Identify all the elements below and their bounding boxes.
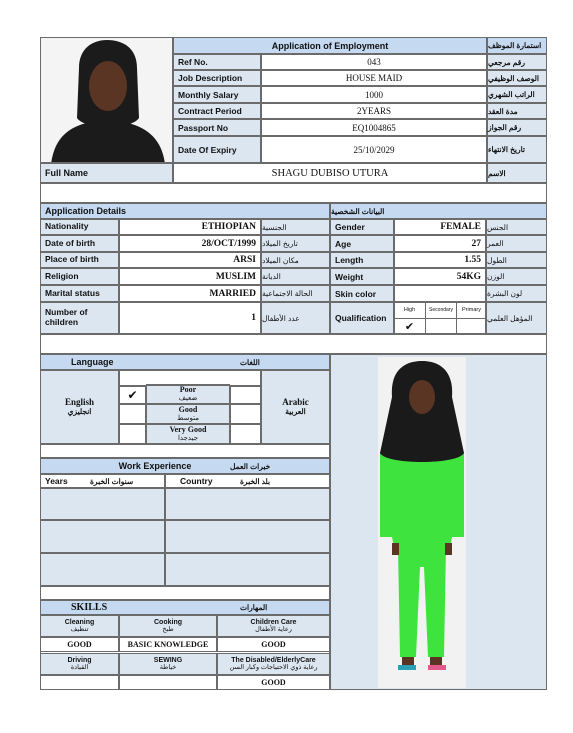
skills-title: SKILLS xyxy=(40,600,330,615)
detail-label: Date of birth xyxy=(40,235,119,252)
detail-label: Age xyxy=(330,235,394,252)
arabic-label xyxy=(261,370,330,444)
application-title-arabic: استمارة الموظف xyxy=(487,37,547,54)
skill-name: The Disabled/ElderlyCare xyxy=(231,656,316,664)
job-label: Passport No xyxy=(173,119,261,136)
skill-level: GOOD xyxy=(217,675,330,690)
work-spacer xyxy=(40,586,330,600)
detail-label: Religion xyxy=(40,268,119,285)
arabic-level-good xyxy=(230,404,261,424)
english-text: English xyxy=(64,396,95,407)
application-title: Application of Employment xyxy=(173,37,487,54)
skill-name-cell xyxy=(217,653,330,675)
detail-value: ARSI xyxy=(119,252,261,268)
skill-name-cell xyxy=(40,615,119,637)
skill-name-arabic: تنظيف xyxy=(70,626,89,634)
qualification-divider-v1 xyxy=(425,318,426,334)
detail-label-arabic: الطول xyxy=(486,252,547,268)
skills-title-arabic: المهارات xyxy=(240,603,268,612)
work-row-3-years xyxy=(40,553,165,586)
language-level-label: Good xyxy=(178,404,198,414)
work-title: Work Experience xyxy=(40,458,330,474)
language-title-arabic: اللغات xyxy=(240,357,260,367)
detail-label-arabic: مكان الميلاد xyxy=(261,252,330,268)
work-country-header-arabic: بلد الخبرة xyxy=(240,476,271,486)
detail-label: Marital status xyxy=(40,285,119,302)
detail-label: Nationality xyxy=(40,219,119,235)
detail-label-arabic: الوزن xyxy=(486,268,547,285)
detail-label: Skin color xyxy=(330,285,394,302)
english-label xyxy=(40,370,119,444)
work-row-2-years xyxy=(40,520,165,553)
job-label-arabic: تاريخ الانتهاء xyxy=(487,136,547,163)
detail-value: 54KG xyxy=(394,268,486,285)
detail-label: Length xyxy=(330,252,394,268)
detail-label-arabic: عدد الأطفال xyxy=(261,302,330,334)
qualification-label: Qualification xyxy=(330,302,394,334)
detail-value: FEMALE xyxy=(394,219,486,235)
arabic-level-verygood xyxy=(230,424,261,444)
detail-label-arabic: لون البشرة xyxy=(486,285,547,302)
spacer-row xyxy=(40,183,547,203)
language-level-cell xyxy=(146,424,230,444)
detail-value: 1 xyxy=(119,302,261,334)
detail-value: MUSLIM xyxy=(119,268,261,285)
arabic-text-arabic: العربية xyxy=(285,406,306,416)
work-years-header: Years xyxy=(40,474,165,488)
language-level-label-arabic: جيدجدا xyxy=(177,433,199,442)
skill-name-cell xyxy=(119,615,217,637)
full-name-label-arabic: الاسم xyxy=(487,163,547,183)
skill-name-cell xyxy=(119,653,217,675)
english-level-good xyxy=(119,404,146,424)
language-level-label: Poor xyxy=(179,384,197,394)
language-level-cell xyxy=(146,384,230,404)
work-row-1-years xyxy=(40,488,165,520)
skill-name-arabic: خياطة xyxy=(159,664,177,672)
language-level-label-arabic: ضعيف xyxy=(178,393,198,402)
job-label-arabic: رقم الجواز xyxy=(487,119,547,136)
details-title: Application Details xyxy=(40,203,330,219)
job-value: HOUSE MAID xyxy=(261,70,487,86)
skill-name: Cooking xyxy=(154,618,182,626)
arabic-text: Arabic xyxy=(282,396,309,407)
skill-name: Children Care xyxy=(250,618,297,626)
job-value: 25/10/2029 xyxy=(261,136,487,163)
detail-label-arabic: الديانة xyxy=(261,268,330,285)
detail-label-arabic: الحالة الاجتماعية xyxy=(261,285,330,302)
job-label: Job Description xyxy=(173,70,261,86)
job-label-arabic: رقم مرجعي xyxy=(487,54,547,70)
detail-label-arabic: الجنسية xyxy=(261,219,330,235)
skill-level xyxy=(119,675,217,690)
skill-level: GOOD xyxy=(40,637,119,652)
spacer-row-2 xyxy=(40,334,547,354)
skill-name-arabic: القيادة xyxy=(70,664,89,672)
work-row-1-country xyxy=(165,488,330,520)
detail-label: Gender xyxy=(330,219,394,235)
work-years-header-arabic: سنوات الخبرة xyxy=(90,476,134,486)
detail-value: MARRIED xyxy=(119,285,261,302)
job-label-arabic: مدة العقد xyxy=(487,103,547,119)
qualification-secondary: Secondary xyxy=(425,302,456,318)
qualification-high: High xyxy=(403,307,416,313)
qualification-primary: Primary xyxy=(456,302,486,318)
detail-value: ETHIOPIAN xyxy=(119,219,261,235)
job-value: EQ1004865 xyxy=(261,119,487,136)
language-spacer xyxy=(40,444,330,458)
arabic-level-poor xyxy=(230,386,261,404)
skill-level xyxy=(40,675,119,690)
language-level-header xyxy=(119,370,261,386)
work-row-3-country xyxy=(165,553,330,586)
full-body-photo xyxy=(378,357,466,688)
skill-name: SEWING xyxy=(153,656,183,664)
detail-value: 28/OCT/1999 xyxy=(119,235,261,252)
full-name-value: SHAGU DUBISO UTURA xyxy=(173,163,487,183)
skill-name: Driving xyxy=(67,656,92,664)
english-text-arabic: انجليزي xyxy=(67,406,92,416)
job-label: Ref No. xyxy=(173,54,261,70)
skill-name-arabic: رعاية ذوي الاحتياجات وكبار السن xyxy=(229,664,318,672)
qualification-high-check: ✔ xyxy=(404,320,415,333)
detail-label: Number of children xyxy=(40,302,119,334)
detail-label: Place of birth xyxy=(40,252,119,268)
detail-label-arabic: العمر xyxy=(486,235,547,252)
qualification-label-arabic: المؤهل العلمي xyxy=(486,302,547,334)
full-name-label: Full Name xyxy=(40,163,173,183)
detail-label-arabic: تاريخ الميلاد xyxy=(261,235,330,252)
detail-value: 27 xyxy=(394,235,486,252)
language-title: Language xyxy=(40,354,330,370)
work-row-2-country xyxy=(165,520,330,553)
work-country-header: Country xyxy=(165,474,330,488)
portrait-photo xyxy=(40,37,173,163)
detail-label: Weight xyxy=(330,268,394,285)
skill-name-arabic: طبخ xyxy=(162,626,174,634)
language-level-label: Very Good xyxy=(169,424,207,434)
language-level-cell xyxy=(146,404,230,424)
qualification-divider-v2 xyxy=(456,318,457,334)
language-level-label-arabic: متوسط xyxy=(177,413,199,422)
detail-value xyxy=(394,285,486,302)
work-title-arabic: خبرات العمل xyxy=(230,461,271,471)
job-value: 1000 xyxy=(261,86,487,103)
job-value: 2YEARS xyxy=(261,103,487,119)
skill-name: Cleaning xyxy=(64,618,95,626)
job-value: 043 xyxy=(261,54,487,70)
skill-name-cell xyxy=(40,653,119,675)
skill-level: GOOD xyxy=(217,637,330,652)
detail-value: 1.55 xyxy=(394,252,486,268)
job-label: Monthly Salary xyxy=(173,86,261,103)
job-label: Date Of Expiry xyxy=(173,136,261,163)
skill-level: BASIC KNOWLEDGE xyxy=(119,637,217,652)
job-label: Contract Period xyxy=(173,103,261,119)
detail-label-arabic: الجنس xyxy=(486,219,547,235)
english-check: ✔ xyxy=(127,388,138,402)
job-label-arabic: الوصف الوظيفي xyxy=(487,70,547,86)
english-level-verygood xyxy=(119,424,146,444)
skill-name-cell xyxy=(217,615,330,637)
skill-name-arabic: رعاية الأطفال xyxy=(255,626,292,634)
job-label-arabic: الراتب الشهري xyxy=(487,86,547,103)
details-title-arabic: البيانات الشخصية xyxy=(330,203,547,219)
